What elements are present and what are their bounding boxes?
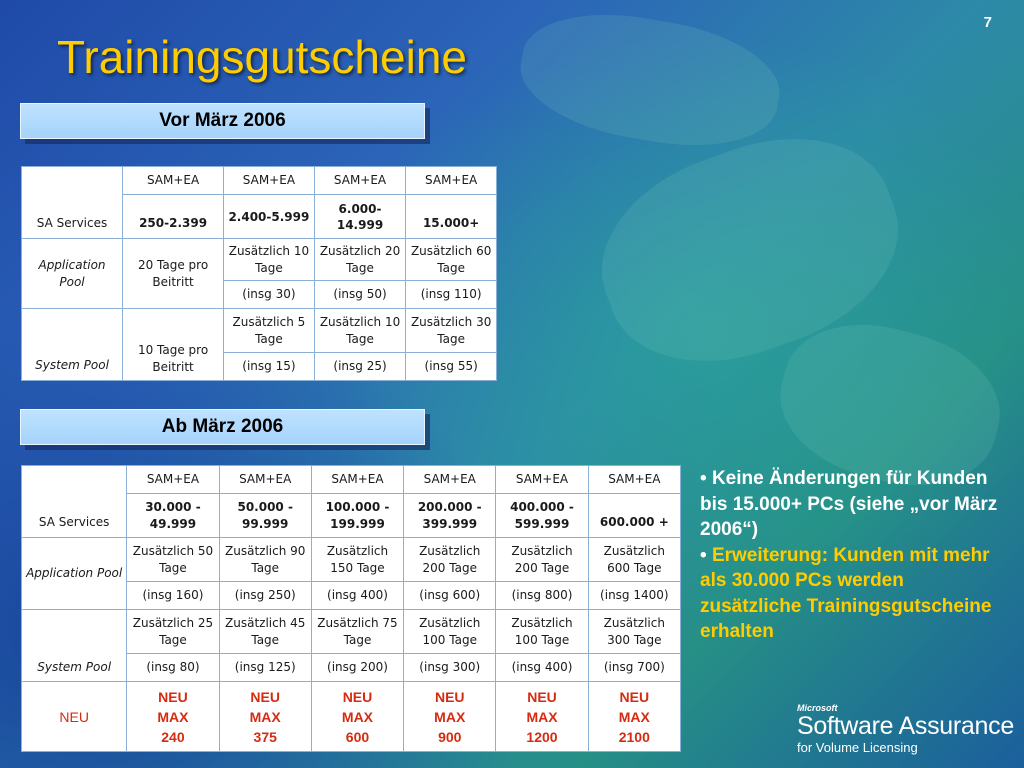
sa-range-cell: 400.000 - 599.999: [496, 494, 588, 538]
logo-tagline: for Volume Licensing: [797, 740, 918, 755]
neu-text: NEU: [250, 688, 280, 705]
extra-days-cell: Zusätzlich 100 Tage: [496, 610, 588, 654]
neu-text: NEU: [619, 688, 650, 705]
max-value: 1200: [526, 728, 558, 745]
extra-days-cell: Zusätzlich 10 Tage: [314, 309, 406, 353]
extra-days-cell: Zusätzlich 200 Tage: [404, 538, 496, 582]
row-label-neu: NEU: [22, 682, 127, 752]
total-days-cell: (insg 1400): [588, 582, 680, 610]
total-days-cell: (insg 15): [224, 353, 315, 381]
training-table-before-march-2006: [21, 166, 497, 381]
neu-max-cell: [404, 682, 496, 752]
neu-text: NEU: [434, 688, 465, 705]
table-row: [22, 167, 497, 195]
extra-days-cell: Zusätzlich 600 Tage: [588, 538, 680, 582]
neu-max-cell: [588, 682, 680, 752]
max-text: MAX: [249, 708, 281, 725]
max-value: 2100: [618, 728, 650, 745]
extra-days-cell: Zusätzlich 100 Tage: [404, 610, 496, 654]
bullet-text-highlight: Erweiterung: Kunden mit mehr als 30.000 PCs werden zusätzliche Trainingsgutscheine erhalten: [700, 544, 992, 642]
total-days-cell: (insg 250): [219, 582, 311, 610]
max-value: 600: [345, 728, 370, 745]
column-header: SAM+EA: [406, 167, 497, 195]
neu-text: NEU: [158, 688, 188, 705]
column-header: SAM+EA: [219, 466, 311, 494]
table-row: [22, 466, 681, 494]
max-text: MAX: [526, 708, 558, 725]
section-label-from-march-2006: Ab März 2006: [20, 409, 425, 445]
slide-title: Trainingsgutscheine: [57, 31, 467, 83]
extra-days-cell: Zusätzlich 50 Tage: [127, 538, 219, 582]
total-days-cell: (insg 55): [406, 353, 497, 381]
column-header: SAM+EA: [588, 466, 680, 494]
base-days-cell: 20 Tage pro Beitritt: [123, 239, 224, 309]
sa-range-cell: 600.000 +: [588, 494, 680, 538]
notes-bullets: [700, 466, 1000, 645]
logo-microsoft: Microsoft: [797, 703, 838, 713]
neu-text: NEU: [527, 688, 557, 705]
slide-number: 7: [983, 14, 992, 31]
table-row: [22, 309, 497, 353]
column-header: SAM+EA: [314, 167, 406, 195]
sa-range-cell: 100.000 - 199.999: [311, 494, 403, 538]
extra-days-cell: Zusätzlich 25 Tage: [127, 610, 219, 654]
column-header: SAM+EA: [224, 167, 315, 195]
neu-max-cell: [219, 682, 311, 752]
neu-text: NEU: [342, 688, 373, 705]
total-days-cell: (insg 160): [127, 582, 219, 610]
total-days-cell: (insg 200): [311, 654, 403, 682]
total-days-cell: (insg 800): [496, 582, 588, 610]
sa-range-cell: 200.000 - 399.999: [404, 494, 496, 538]
column-header: SAM+EA: [311, 466, 403, 494]
extra-days-cell: Zusätzlich 200 Tage: [496, 538, 588, 582]
training-table-from-march-2006: [21, 465, 681, 752]
total-days-cell: (insg 125): [219, 654, 311, 682]
total-days-cell: (insg 300): [404, 654, 496, 682]
max-value: 375: [253, 728, 277, 745]
bullet-text: Keine Änderungen für Kunden bis 15.000+ PCs (siehe „vor März 2006“): [700, 468, 998, 540]
sa-range-cell: 2.400-5.999: [224, 195, 315, 239]
sa-range-cell: 30.000 - 49.999: [127, 494, 219, 538]
extra-days-cell: Zusätzlich 30 Tage: [406, 309, 497, 353]
row-label-system-pool: System Pool: [22, 610, 127, 682]
bullet-item: • Erweiterung: Kunden mit mehr als 30.000 PCs werden zusätzliche Trainingsgutscheine erhalten: [700, 544, 992, 642]
neu-max-cell: [311, 682, 403, 752]
logo-product: Software Assurance: [797, 712, 1014, 740]
table-row: [22, 239, 497, 281]
sa-range-cell: 50.000 - 99.999: [219, 494, 311, 538]
extra-days-cell: Zusätzlich 75 Tage: [311, 610, 403, 654]
table-row: [22, 610, 681, 654]
sa-range-cell: 15.000+: [406, 195, 497, 239]
max-text: MAX: [434, 708, 466, 725]
neu-max-cell: [496, 682, 588, 752]
extra-days-cell: Zusätzlich 10 Tage: [224, 239, 315, 281]
total-days-cell: (insg 30): [224, 281, 315, 309]
table-row: [22, 538, 681, 582]
column-header: SAM+EA: [496, 466, 588, 494]
extra-days-cell: Zusätzlich 300 Tage: [588, 610, 680, 654]
total-days-cell: (insg 110): [406, 281, 497, 309]
column-header: SAM+EA: [123, 167, 224, 195]
row-label-application-pool: Application Pool: [22, 538, 127, 610]
sa-range-cell: 6.000-14.999: [314, 195, 406, 239]
max-value: 240: [161, 728, 185, 745]
total-days-cell: (insg 80): [127, 654, 219, 682]
max-text: MAX: [618, 708, 650, 725]
extra-days-cell: Zusätzlich 150 Tage: [311, 538, 403, 582]
row-label-application-pool: Application Pool: [22, 239, 123, 309]
table-row: [22, 682, 681, 752]
extra-days-cell: Zusätzlich 20 Tage: [314, 239, 406, 281]
base-days-cell: 10 Tage pro Beitritt: [123, 309, 224, 381]
sa-range-cell: 250-2.399: [123, 195, 224, 239]
row-label-sa-services: SA Services: [22, 167, 123, 239]
extra-days-cell: Zusätzlich 5 Tage: [224, 309, 315, 353]
total-days-cell: (insg 50): [314, 281, 406, 309]
total-days-cell: (insg 700): [588, 654, 680, 682]
total-days-cell: (insg 400): [496, 654, 588, 682]
column-header: SAM+EA: [127, 466, 219, 494]
extra-days-cell: Zusätzlich 90 Tage: [219, 538, 311, 582]
total-days-cell: (insg 400): [311, 582, 403, 610]
software-assurance-logo: [797, 703, 1014, 755]
total-days-cell: (insg 600): [404, 582, 496, 610]
total-days-cell: (insg 25): [314, 353, 406, 381]
max-text: MAX: [341, 708, 374, 725]
extra-days-cell: Zusätzlich 60 Tage: [406, 239, 497, 281]
background-map-shape: [512, 0, 789, 162]
extra-days-cell: Zusätzlich 45 Tage: [219, 610, 311, 654]
neu-max-cell: [127, 682, 219, 752]
max-text: MAX: [157, 708, 189, 725]
bullet-item: • Keine Änderungen für Kunden bis 15.000+ PCs (siehe „vor März 2006“): [700, 468, 998, 540]
column-header: SAM+EA: [404, 466, 496, 494]
row-label-system-pool: System Pool: [22, 309, 123, 381]
max-value: 900: [438, 728, 462, 745]
section-label-before-march-2006: Vor März 2006: [20, 103, 425, 139]
row-label-sa-services: SA Services: [22, 466, 127, 538]
